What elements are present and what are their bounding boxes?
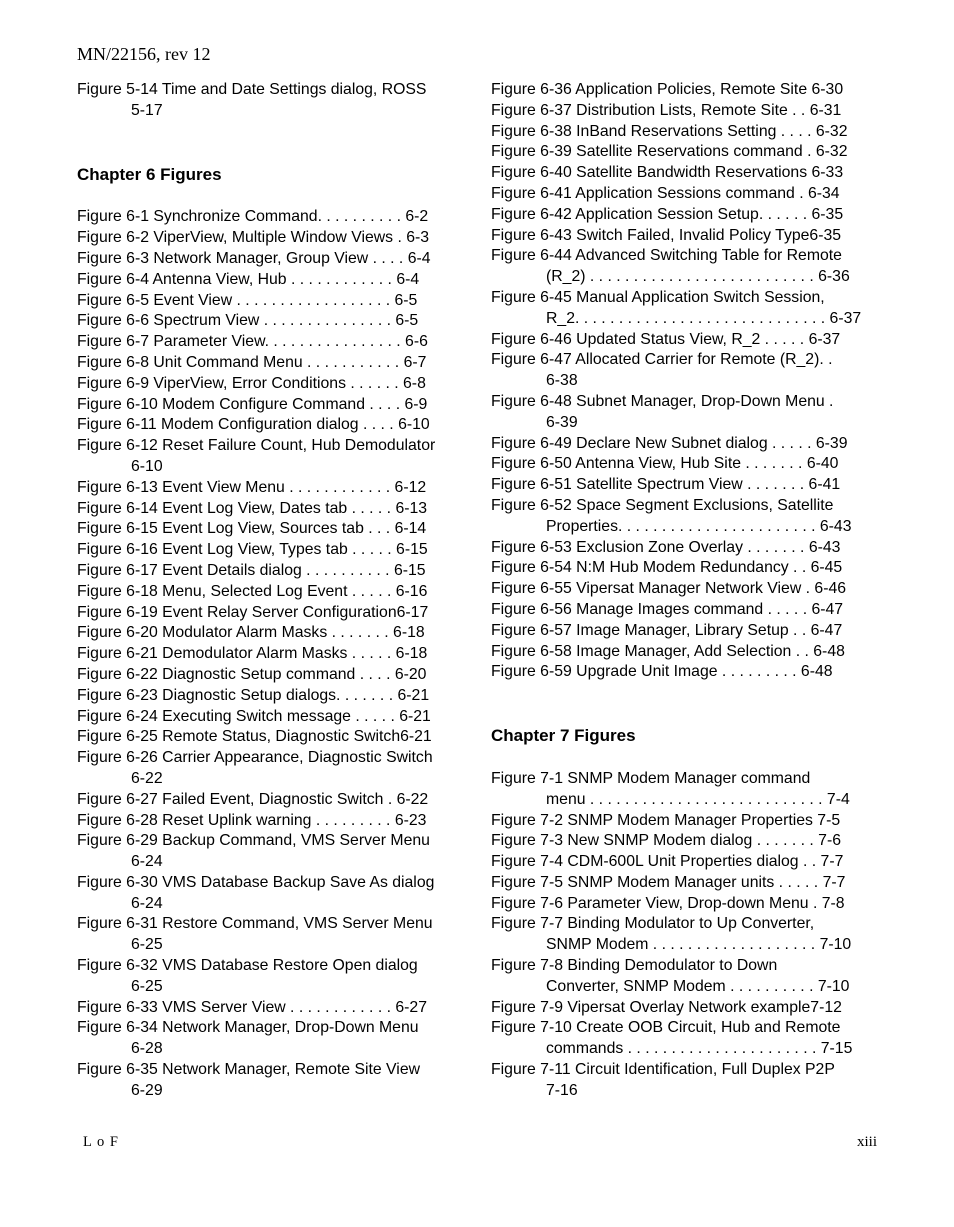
toc-entry-text: Figure 6-58 Image Manager, Add Selection . . 6-48 xyxy=(491,642,845,660)
toc-entry-text: Figure 6-5 Event View . . . . . . . . . . . . . . . . . . 6-5 xyxy=(77,291,418,309)
toc-entry-continuation: 6-39 xyxy=(546,413,578,431)
toc-entry[interactable] xyxy=(491,288,876,330)
toc-entry[interactable] xyxy=(491,330,876,351)
toc-entry[interactable] xyxy=(77,644,465,665)
toc-entry-continuation: 6-28 xyxy=(131,1040,163,1058)
toc-entry-text: Figure 6-31 Restore Command, VMS Server Menu xyxy=(77,915,433,933)
toc-entry[interactable] xyxy=(77,270,465,291)
toc-entry-text: Figure 6-14 Event Log View, Dates tab . . . . . 6-13 xyxy=(77,499,428,517)
toc-entry[interactable] xyxy=(491,956,876,998)
toc-entry-continuation: 6-38 xyxy=(546,372,578,390)
toc-entry-continuation: 6-22 xyxy=(131,769,163,787)
toc-entry-text: Figure 6-52 Space Segment Exclusions, Satellite xyxy=(491,496,834,514)
toc-entry[interactable] xyxy=(491,350,876,392)
toc-entry-text: Figure 7-11 Circuit Identification, Full Duplex P2P xyxy=(491,1061,835,1079)
toc-entry-text: Figure 6-25 Remote Status, Diagnostic Switch6-21 xyxy=(77,728,432,746)
toc-entry[interactable] xyxy=(491,80,876,101)
toc-entry-text: Figure 6-10 Modem Configure Command . . . . 6-9 xyxy=(77,395,428,413)
toc-entry[interactable] xyxy=(77,956,465,998)
toc-entry[interactable] xyxy=(491,600,876,621)
toc-entry[interactable] xyxy=(491,142,876,163)
toc-entry-continuation: 6-10 xyxy=(131,457,163,475)
toc-entry[interactable] xyxy=(77,415,465,436)
toc-entry-text: Figure 7-7 Binding Modulator to Up Converter, xyxy=(491,915,815,933)
toc-entry[interactable] xyxy=(77,727,465,748)
toc-entry[interactable] xyxy=(491,831,876,852)
toc-entry-continuation: 6-25 xyxy=(131,936,163,954)
toc-entry-text: Figure 6-45 Manual Application Switch Session, xyxy=(491,288,825,306)
toc-entry[interactable] xyxy=(77,790,465,811)
chapter-6-entry-list xyxy=(77,207,465,1101)
toc-entry-text: Figure 6-24 Executing Switch message . . . . . 6-21 xyxy=(77,707,431,725)
toc-entry-text: Figure 6-33 VMS Server View . . . . . . . . . . . . 6-27 xyxy=(77,998,427,1016)
toc-entry[interactable] xyxy=(77,311,465,332)
toc-entry[interactable] xyxy=(491,769,876,811)
chapter-7-heading: Chapter 7 Figures xyxy=(491,726,636,746)
toc-entry-text: Figure 6-22 Diagnostic Setup command . . . . 6-20 xyxy=(77,665,427,683)
left-column xyxy=(77,80,465,1102)
toc-entry[interactable] xyxy=(491,642,876,663)
toc-entry-text: Figure 6-44 Advanced Switching Table for Remote xyxy=(491,247,842,265)
toc-entry-continuation: 7-16 xyxy=(546,1081,578,1099)
toc-entry[interactable] xyxy=(77,291,465,312)
toc-entry-text: Figure 6-47 Allocated Carrier for Remote (R_2). . xyxy=(491,351,833,369)
toc-entry[interactable] xyxy=(491,392,876,434)
toc-entry-text: Figure 6-56 Manage Images command . . . . . 6-47 xyxy=(491,600,844,618)
toc-entry-continuation: 5-17 xyxy=(131,101,163,119)
toc-entry[interactable] xyxy=(77,811,465,832)
toc-entry-text: Figure 6-4 Antenna View, Hub . . . . . . . . . . . . 6-4 xyxy=(77,270,420,288)
document-id: MN/22156, rev 12 xyxy=(77,44,211,64)
toc-entry-text: Figure 6-43 Switch Failed, Invalid Policy Type6-35 xyxy=(491,226,842,244)
toc-entry[interactable] xyxy=(77,499,465,520)
toc-entry-text: Figure 6-16 Event Log View, Types tab . . . . . 6-15 xyxy=(77,541,428,559)
chapter-6-entry-list-continued xyxy=(491,80,876,683)
toc-entry-text: Figure 6-2 ViperView, Multiple Window Views . 6-3 xyxy=(77,229,430,247)
toc-entry-text: Figure 7-5 SNMP Modem Manager units . . . . . 7-7 xyxy=(491,873,846,891)
toc-entry[interactable] xyxy=(491,894,876,915)
toc-entry[interactable] xyxy=(491,621,876,642)
toc-entry-text: Figure 6-48 Subnet Manager, Drop-Down Menu . xyxy=(491,392,834,410)
toc-entry[interactable] xyxy=(491,558,876,579)
toc-entry[interactable] xyxy=(77,831,465,873)
toc-entry-continuation: menu . . . . . . . . . . . . . . . . . . . . . . . . . . . 7-4 xyxy=(546,790,850,808)
toc-entry-text: Figure 6-59 Upgrade Unit Image . . . . . . . . . 6-48 xyxy=(491,663,833,681)
toc-entry[interactable] xyxy=(77,374,465,395)
footer-section-label: L o F xyxy=(83,1134,119,1150)
toc-entry[interactable] xyxy=(77,207,465,228)
toc-entry[interactable] xyxy=(491,1018,876,1060)
toc-entry[interactable] xyxy=(77,519,465,540)
toc-entry-text: Figure 7-3 New SNMP Modem dialog . . . . . . . 7-6 xyxy=(491,832,842,850)
toc-entry-text: Figure 6-15 Event Log View, Sources tab . . . 6-14 xyxy=(77,520,427,538)
toc-entry-text: Figure 6-57 Image Manager, Library Setup . . 6-47 xyxy=(491,621,843,639)
toc-entry[interactable] xyxy=(77,748,465,790)
toc-entry[interactable] xyxy=(491,496,876,538)
toc-entry[interactable] xyxy=(77,561,465,582)
toc-entry[interactable] xyxy=(491,538,876,559)
toc-entry-text: Figure 7-2 SNMP Modem Manager Properties 7-5 xyxy=(491,811,841,829)
toc-entry[interactable] xyxy=(491,475,876,496)
toc-entry[interactable] xyxy=(77,665,465,686)
toc-entry[interactable] xyxy=(491,205,876,226)
toc-entry[interactable] xyxy=(491,226,876,247)
toc-entry[interactable] xyxy=(491,914,876,956)
chapter-6-heading: Chapter 6 Figures xyxy=(77,164,222,184)
toc-entry-text: Figure 5-14 Time and Date Settings dialog, ROSS xyxy=(77,81,427,98)
toc-entry[interactable] xyxy=(77,998,465,1019)
toc-entry-continuation: R_2. . . . . . . . . . . . . . . . . . . . . . . . . . . . . 6-37 xyxy=(546,309,862,327)
toc-entry[interactable] xyxy=(491,579,876,600)
toc-entry-text: Figure 6-53 Exclusion Zone Overlay . . . . . . . 6-43 xyxy=(491,538,841,556)
toc-entry[interactable] xyxy=(491,454,876,475)
toc-entry-text: Figure 7-1 SNMP Modem Manager command xyxy=(491,769,811,787)
toc-entry-text: Figure 6-30 VMS Database Backup Save As dialog xyxy=(77,873,435,891)
toc-entry-text: Figure 6-13 Event View Menu . . . . . . . . . . . . 6-12 xyxy=(77,478,427,496)
toc-entry-text: Figure 6-38 InBand Reservations Setting . . . . 6-32 xyxy=(491,122,848,140)
toc-entry-text: Figure 6-9 ViperView, Error Conditions . . . . . . 6-8 xyxy=(77,374,426,392)
toc-entry-text: Figure 6-36 Application Policies, Remote Site 6-30 xyxy=(491,81,844,98)
toc-entry-text: Figure 6-42 Application Session Setup. . . . . . 6-35 xyxy=(491,205,844,223)
toc-entry-text: Figure 6-20 Modulator Alarm Masks . . . . . . . 6-18 xyxy=(77,624,425,642)
toc-entry[interactable] xyxy=(77,395,465,416)
toc-entry[interactable] xyxy=(491,662,876,683)
toc-entry-text: Figure 6-50 Antenna View, Hub Site . . . . . . . 6-40 xyxy=(491,455,839,473)
toc-entry-text: Figure 6-3 Network Manager, Group View . . . . 6-4 xyxy=(77,249,431,267)
toc-entry-text: Figure 7-8 Binding Demodulator to Down xyxy=(491,957,778,975)
toc-entry-text: Figure 6-51 Satellite Spectrum View . . . . . . . 6-41 xyxy=(491,476,841,494)
toc-entry[interactable] xyxy=(77,686,465,707)
toc-entry-text: Figure 6-35 Network Manager, Remote Site View xyxy=(77,1061,421,1079)
toc-entry[interactable] xyxy=(491,101,876,122)
toc-entry-text: Figure 6-11 Modem Configuration dialog . . . . 6-10 xyxy=(77,416,430,434)
toc-entry[interactable] xyxy=(77,1018,465,1060)
toc-entry[interactable] xyxy=(77,332,465,353)
toc-entry-text: Figure 6-40 Satellite Bandwidth Reservations 6-33 xyxy=(491,164,844,182)
toc-entry-continuation: 6-29 xyxy=(131,1081,163,1099)
toc-entry-text: Figure 6-28 Reset Uplink warning . . . . . . . . . 6-23 xyxy=(77,811,427,829)
toc-entry-text: Figure 7-6 Parameter View, Drop-down Menu . 7-8 xyxy=(491,894,845,912)
toc-entry[interactable] xyxy=(491,1060,876,1102)
toc-entry-continuation: 6-24 xyxy=(131,894,163,912)
toc-entry[interactable] xyxy=(491,852,876,873)
toc-entry[interactable] xyxy=(77,1060,465,1102)
toc-entry-text: Figure 6-23 Diagnostic Setup dialogs. . . . . . . 6-21 xyxy=(77,686,430,704)
toc-entry-text: Figure 6-39 Satellite Reservations command . 6-32 xyxy=(491,143,848,161)
toc-entry-continuation: Converter, SNMP Modem . . . . . . . . . . 7-10 xyxy=(546,977,850,995)
toc-entry[interactable] xyxy=(77,353,465,374)
toc-entry-continuation: 6-25 xyxy=(131,977,163,995)
toc-entry[interactable] xyxy=(77,80,465,122)
toc-entry[interactable] xyxy=(491,184,876,205)
toc-entry-text: Figure 6-34 Network Manager, Drop-Down Menu xyxy=(77,1019,419,1037)
toc-entry[interactable] xyxy=(491,122,876,143)
toc-entry[interactable] xyxy=(77,436,465,478)
toc-entry-text: Figure 6-54 N:M Hub Modem Redundancy . . 6-45 xyxy=(491,559,843,577)
toc-entry-text: Figure 6-41 Application Sessions command . 6-34 xyxy=(491,184,840,202)
toc-entry[interactable] xyxy=(77,249,465,270)
toc-entry-text: Figure 6-27 Failed Event, Diagnostic Switch . 6-22 xyxy=(77,790,429,808)
toc-entry[interactable] xyxy=(77,540,465,561)
toc-entry[interactable] xyxy=(491,434,876,455)
toc-entry-text: Figure 6-46 Updated Status View, R_2 . . . . . 6-37 xyxy=(491,330,841,348)
toc-entry[interactable] xyxy=(77,478,465,499)
toc-entry-continuation: SNMP Modem . . . . . . . . . . . . . . . . . . . 7-10 xyxy=(546,936,852,954)
toc-entry-continuation: Properties. . . . . . . . . . . . . . . . . . . . . . . 6-43 xyxy=(546,517,852,535)
toc-entry-text: Figure 6-49 Declare New Subnet dialog . . . . . 6-39 xyxy=(491,434,848,452)
toc-entry-text: Figure 7-9 Vipersat Overlay Network example7-12 xyxy=(491,998,842,1016)
toc-entry-text: Figure 6-18 Menu, Selected Log Event . . . . . 6-16 xyxy=(77,582,428,600)
toc-entry-text: Figure 6-26 Carrier Appearance, Diagnostic Switch xyxy=(77,749,433,767)
toc-entry-text: Figure 7-10 Create OOB Circuit, Hub and Remote xyxy=(491,1019,841,1037)
pre-entry-list xyxy=(77,80,465,122)
chapter-7-entry-list xyxy=(491,769,876,1102)
toc-entry[interactable] xyxy=(491,873,876,894)
toc-entry[interactable] xyxy=(77,582,465,603)
toc-entry-text: Figure 6-6 Spectrum View . . . . . . . . . . . . . . . 6-5 xyxy=(77,312,419,330)
toc-entry[interactable] xyxy=(491,811,876,832)
toc-entry-text: Figure 6-8 Unit Command Menu . . . . . . . . . . . 6-7 xyxy=(77,353,427,371)
toc-entry-text: Figure 6-21 Demodulator Alarm Masks . . . . . 6-18 xyxy=(77,645,428,663)
toc-entry[interactable] xyxy=(491,163,876,184)
toc-entry-text: Figure 7-4 CDM-600L Unit Properties dialog . . 7-7 xyxy=(491,853,844,871)
toc-entry-text: Figure 6-32 VMS Database Restore Open dialog xyxy=(77,957,418,975)
toc-entry-text: Figure 6-17 Event Details dialog . . . . . . . . . . 6-15 xyxy=(77,561,426,579)
toc-entry[interactable] xyxy=(77,873,465,915)
toc-entry[interactable] xyxy=(77,228,465,249)
toc-entry-continuation: 6-24 xyxy=(131,853,163,871)
toc-entry-continuation: (R_2) . . . . . . . . . . . . . . . . . . . . . . . . . . 6-36 xyxy=(546,268,850,286)
toc-entry-text: Figure 6-19 Event Relay Server Configuration6-17 xyxy=(77,603,429,621)
toc-entry-text: Figure 6-7 Parameter View. . . . . . . . . . . . . . . . 6-6 xyxy=(77,333,428,351)
toc-entry[interactable] xyxy=(77,603,465,624)
page-number: xiii xyxy=(856,1134,877,1150)
toc-entry-text: Figure 6-29 Backup Command, VMS Server Menu xyxy=(77,832,430,850)
toc-entry[interactable] xyxy=(491,246,876,288)
toc-entry-text: Figure 6-1 Synchronize Command. . . . . . . . . . 6-2 xyxy=(77,208,429,226)
toc-entry[interactable] xyxy=(491,998,876,1019)
toc-entry[interactable] xyxy=(77,623,465,644)
toc-entry[interactable] xyxy=(77,707,465,728)
toc-entry-continuation: commands . . . . . . . . . . . . . . . . . . . . . . 7-15 xyxy=(546,1040,853,1058)
toc-entry[interactable] xyxy=(77,914,465,956)
toc-entry-text: Figure 6-12 Reset Failure Count, Hub Demodulator xyxy=(77,437,436,455)
toc-entry-text: Figure 6-37 Distribution Lists, Remote Site . . 6-31 xyxy=(491,101,842,119)
toc-entry-text: Figure 6-55 Vipersat Manager Network View . 6-46 xyxy=(491,580,847,598)
right-column xyxy=(491,80,876,1102)
